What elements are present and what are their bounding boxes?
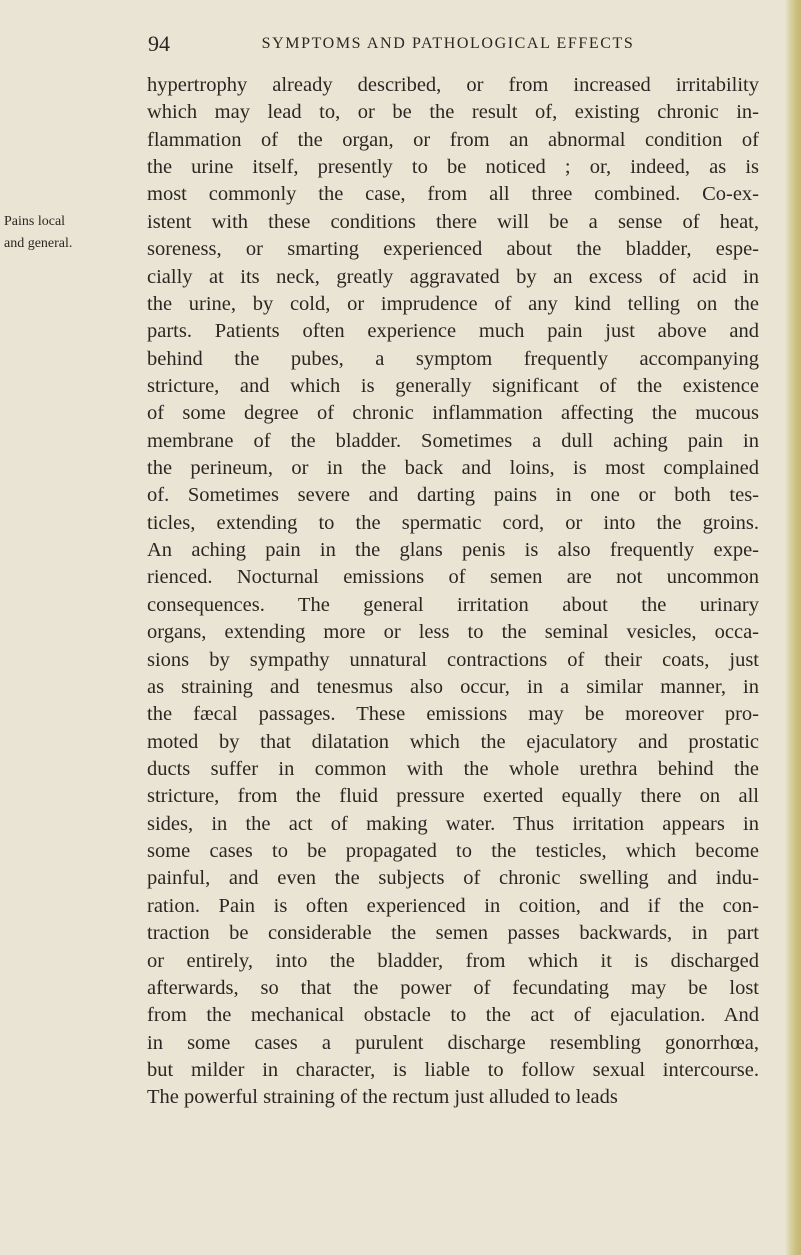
text-line: istent with these conditions there will be a sense of heat, [147,210,759,233]
text-line: ticles, extending to the spermatic cord, or into the groins. [147,511,759,534]
text-line: sions by sympathy unnatural contractions of their coats, just [147,648,759,671]
text-line: ducts suffer in common with the whole urethra behind the [147,757,759,780]
text-line: traction be considerable the semen passes backwards, in part [147,922,759,945]
margin-note-line: and general. [4,236,73,251]
text-line: as straining and tenesmus also occur, in a similar manner, in [147,675,759,698]
text-line: in some cases a purulent discharge resembling gonorrhœa, [147,1031,759,1054]
page-number: 94 [148,31,170,56]
text-line: organs, extending more or less to the seminal vesicles, occa- [147,621,759,644]
margin-note [4,211,92,255]
body-text [147,72,759,1112]
text-line: An aching pain in the glans penis is also frequently expe- [147,539,759,562]
running-head: SYMPTOMS AND PATHOLOGICAL EFFECTS [261,35,635,52]
text-line: painful, and even the subjects of chronic swelling and indu- [147,867,759,890]
text-line: the urine itself, presently to be noticed ; or, indeed, as is [147,156,759,179]
text-line: cially at its neck, greatly aggravated by an excess of acid in [147,265,759,288]
text-line: parts. Patients often experience much pain just above and [147,320,759,343]
text-line: the perineum, or in the back and loins, is most complained [147,457,759,480]
text-line: stricture, and which is generally significant of the existence [147,374,759,397]
text-line: rienced. Nocturnal emissions of semen are not uncommon [147,566,759,589]
text-line: afterwards, so that the power of fecundating may be lost [147,976,759,999]
text-line: the fæcal passages. These emissions may be moreover pro- [147,703,759,726]
page-edge [785,0,801,1255]
text-line: the urine, by cold, or imprudence of any kind telling on the [147,292,759,315]
text-line: stricture, from the fluid pressure exerted equally there on all [147,785,759,808]
text-line: The powerful straining of the rectum just alluded to leads [147,1086,618,1109]
text-line: which may lead to, or be the result of, existing chronic in- [147,101,759,124]
text-line: hypertrophy already described, or from increased irritability [147,74,759,96]
text-line: moted by that dilatation which the ejaculatory and prostatic [147,730,759,753]
text-line: membrane of the bladder. Sometimes a dull aching pain in [147,429,759,452]
text-line: but milder in character, is liable to follow sexual intercourse. [147,1058,759,1081]
margin-note-line: Pains local [4,214,66,229]
text-line: ration. Pain is often experienced in coition, and if the con- [147,894,759,917]
text-line: or entirely, into the bladder, from which it is discharged [147,949,759,972]
text-line: consequences. The general irritation about the urinary [147,593,759,616]
text-line: behind the pubes, a symptom frequently accompanying [147,347,759,370]
text-line: sides, in the act of making water. Thus irritation appears in [147,812,759,835]
text-line: soreness, or smarting experienced about the bladder, espe- [147,238,759,261]
text-line: some cases to be propagated to the testicles, which become [147,840,759,863]
text-line: of some degree of chronic inflammation affecting the mucous [147,402,759,425]
text-line: most commonly the case, from all three combined. Co-ex- [147,183,759,206]
text-line: flammation of the organ, or from an abnormal condition of [147,128,759,151]
page-header [148,30,748,58]
text-line: from the mechanical obstacle to the act of ejaculation. And [147,1004,759,1027]
text-line: of. Sometimes severe and darting pains in one or both tes- [147,484,759,507]
